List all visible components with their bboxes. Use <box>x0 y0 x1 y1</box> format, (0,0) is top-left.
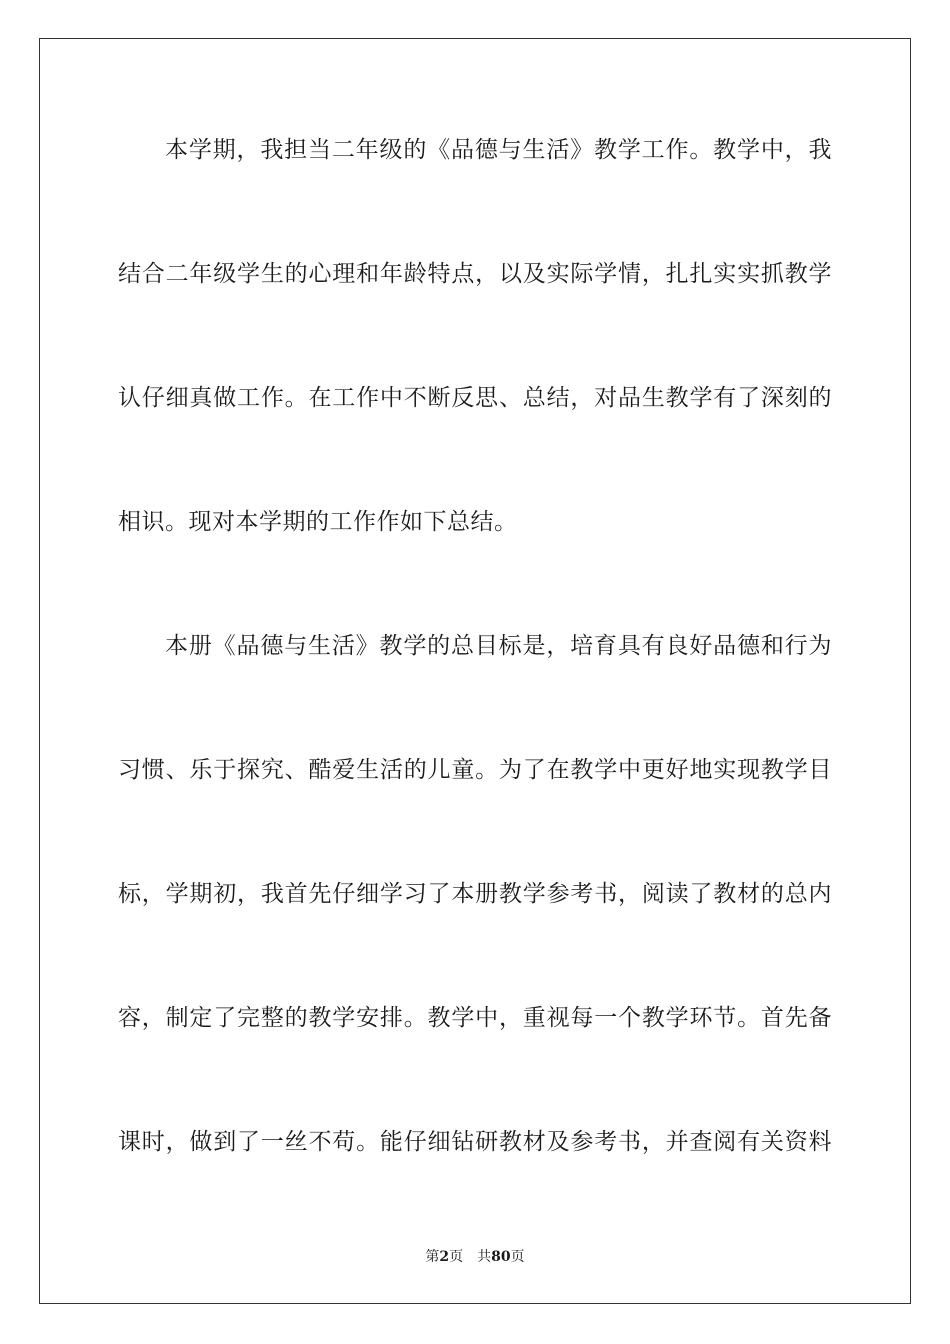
paragraph-line: 习惯、乐于探究、酷爱生活的儿童。为了在教学中更好地实现教学目 <box>118 757 832 783</box>
total-suffix: 页 <box>510 1249 525 1265</box>
page-suffix: 页 <box>449 1249 464 1265</box>
paragraph-line: 容，制定了完整的教学安排。教学中，重视每一个教学环节。首先备 <box>118 1005 832 1031</box>
paragraph-line: 本学期，我担当二年级的《品德与生活》教学工作。教学中，我 <box>165 137 832 163</box>
paragraph-line: 本册《品德与生活》教学的总目标是，培育具有良好品德和行为 <box>165 633 832 659</box>
page-number: 2 <box>439 1249 450 1265</box>
paragraph-line: 相识。现对本学期的工作作如下总结。 <box>118 509 518 535</box>
total-pages: 80 <box>491 1249 511 1265</box>
paragraph-line: 课时，做到了一丝不苟。能仔细钻研教材及参考书，并查阅有关资料 <box>118 1129 832 1155</box>
paragraph-line: 认仔细真做工作。在工作中不断反思、总结，对品生教学有了深刻的 <box>118 385 832 411</box>
total-prefix: 共 <box>477 1249 492 1265</box>
paragraph-line: 结合二年级学生的心理和年龄特点，以及实际学情，扎扎实实抓教学 <box>118 261 832 287</box>
page-prefix: 第 <box>425 1249 440 1265</box>
paragraph-line: 标，学期初，我首先仔细学习了本册教学参考书，阅读了教材的总内 <box>118 881 832 907</box>
page-frame <box>39 38 911 1304</box>
page-footer <box>0 1247 950 1267</box>
